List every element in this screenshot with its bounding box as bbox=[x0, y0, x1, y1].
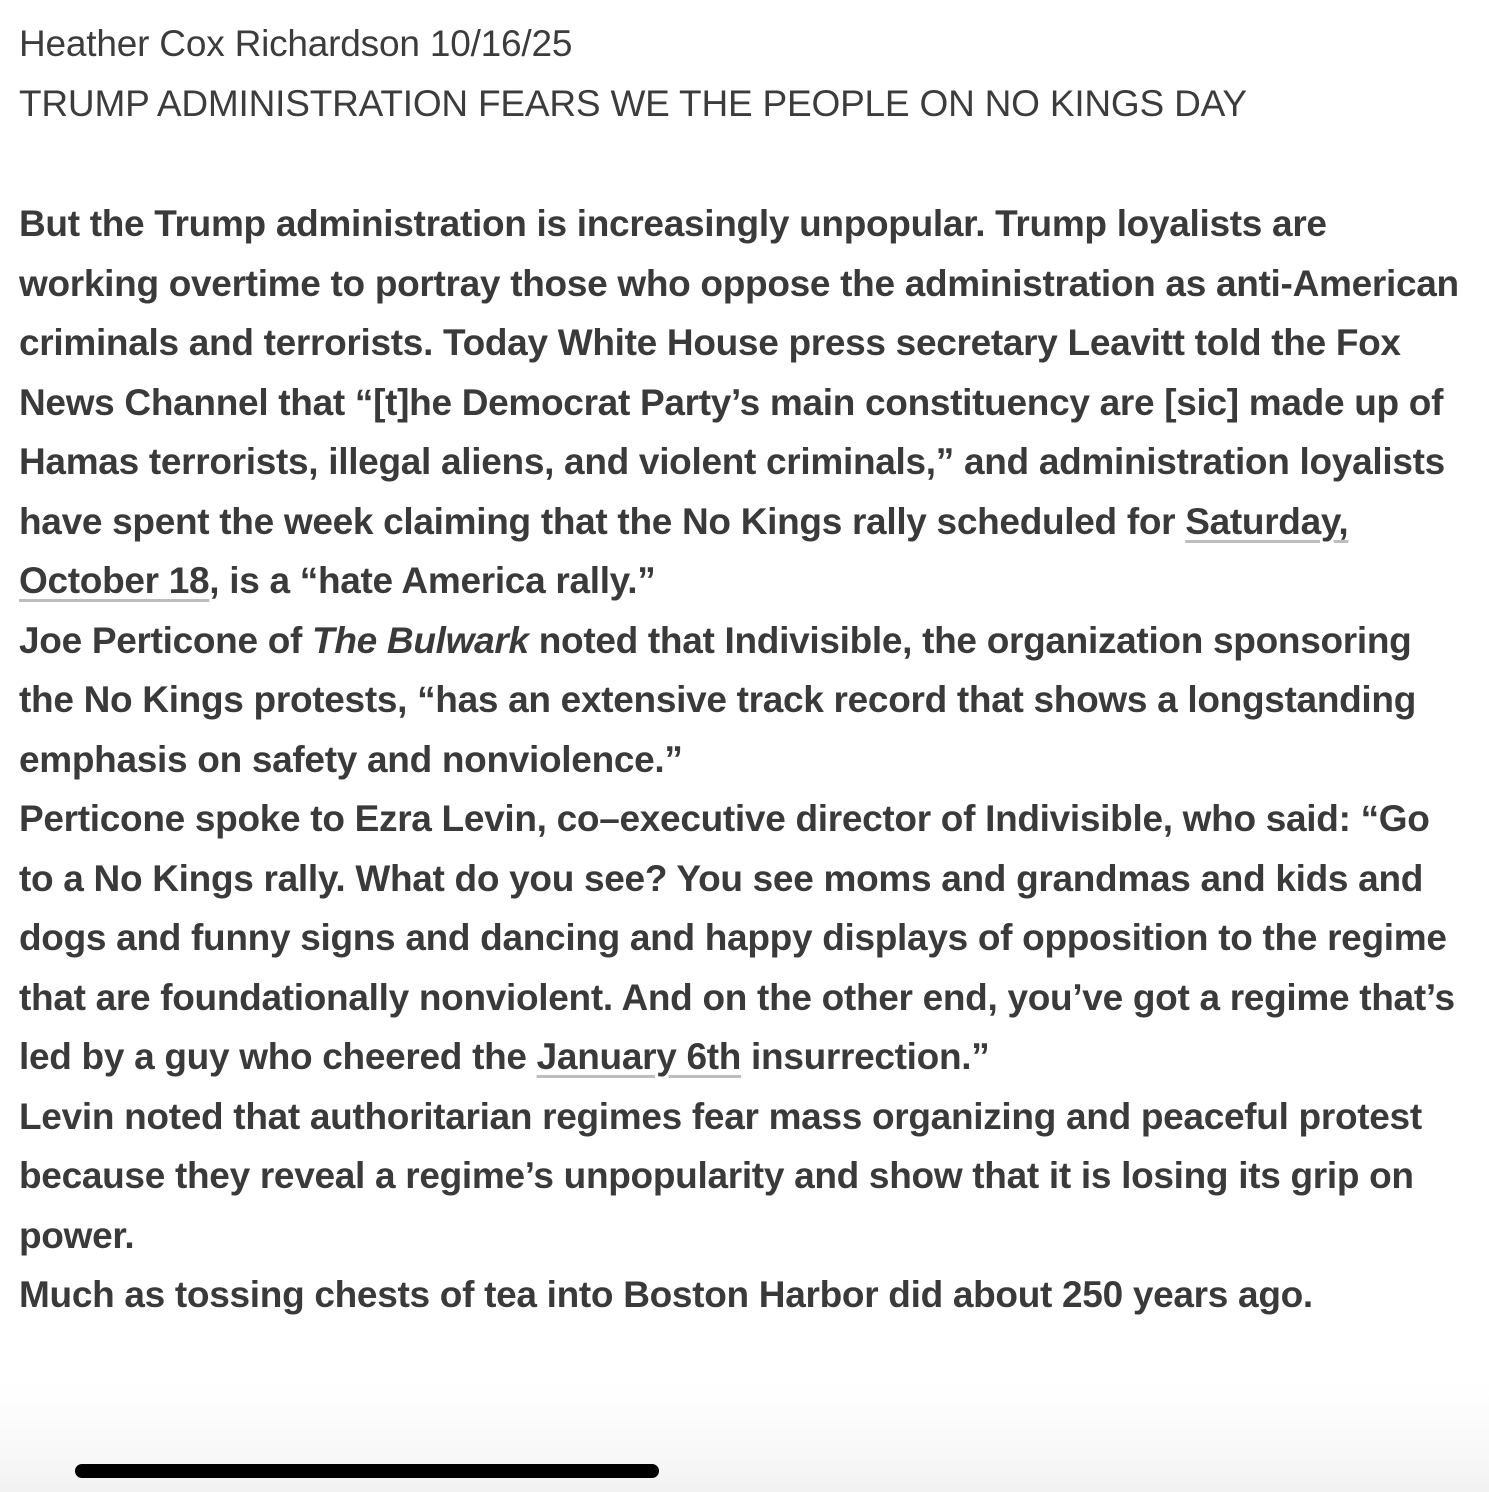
paragraph-2-text-b: noted that Indivisible, the organization sponsoring the No Kings protests, “has an extensive track record that shows a longstanding emphasis on safety and nonviolence.” bbox=[19, 619, 1417, 780]
publication-name: The Bulwark bbox=[312, 619, 529, 661]
headline: TRUMP ADMINISTRATION FEARS WE THE PEOPLE ON NO KINGS DAY bbox=[19, 83, 1247, 124]
date-link-october-18[interactable]: Saturday, October 18 bbox=[19, 500, 1349, 601]
paragraph-3-text-b: insurrection.” bbox=[741, 1036, 990, 1077]
paragraph-4: Levin noted that authoritarian regimes fear mass organizing and peaceful protest because they reveal a regime’s unpopularity and show that it is losing its grip on power. bbox=[19, 1095, 1422, 1256]
paragraph-3-text-a: Perticone spoke to Ezra Levin, co–executive director of Indivisible, who said: “Go to a No Kings rally. What do you see? You see moms and grandmas and kids and dogs and funny signs and dancing and happy displays of opposition to the regime that are foundationally nonviolent. And on the other end, you’ve got a regime that’s led by a guy who cheered the bbox=[19, 798, 1455, 1077]
blank-line bbox=[19, 134, 1459, 194]
note-content[interactable] bbox=[19, 14, 1459, 1325]
byline: Heather Cox Richardson 10/16/25 bbox=[19, 23, 573, 64]
paragraph-5: Much as tossing chests of tea into Boston Harbor did about 250 years ago. bbox=[19, 1274, 1313, 1315]
paragraph-2-text-a: Joe Perticone of bbox=[19, 619, 313, 661]
paragraph-1-text-b: , is a “hate America rally.” bbox=[209, 560, 656, 601]
date-link-january-6th[interactable]: January 6th bbox=[536, 1036, 742, 1077]
paragraph-1 bbox=[19, 194, 1459, 611]
paragraph-2 bbox=[19, 611, 1459, 790]
note-body bbox=[19, 194, 1459, 1325]
paragraph-3 bbox=[19, 789, 1459, 1087]
home-indicator[interactable] bbox=[75, 1464, 659, 1478]
paragraph-1-text-a: But the Trump administration is increasingly unpopular. Trump loyalists are working overtime to portray those who oppose the administration as anti-American criminals and terrorists. Today White House press secretary Leavitt told the Fox News Channel that “[t]he Democrat Party’s main constituency are [sic] made up of Hamas terrorists, illegal aliens, and violent criminals,” and administration loyalists have spent the week claiming that the No Kings rally scheduled for bbox=[19, 203, 1459, 542]
